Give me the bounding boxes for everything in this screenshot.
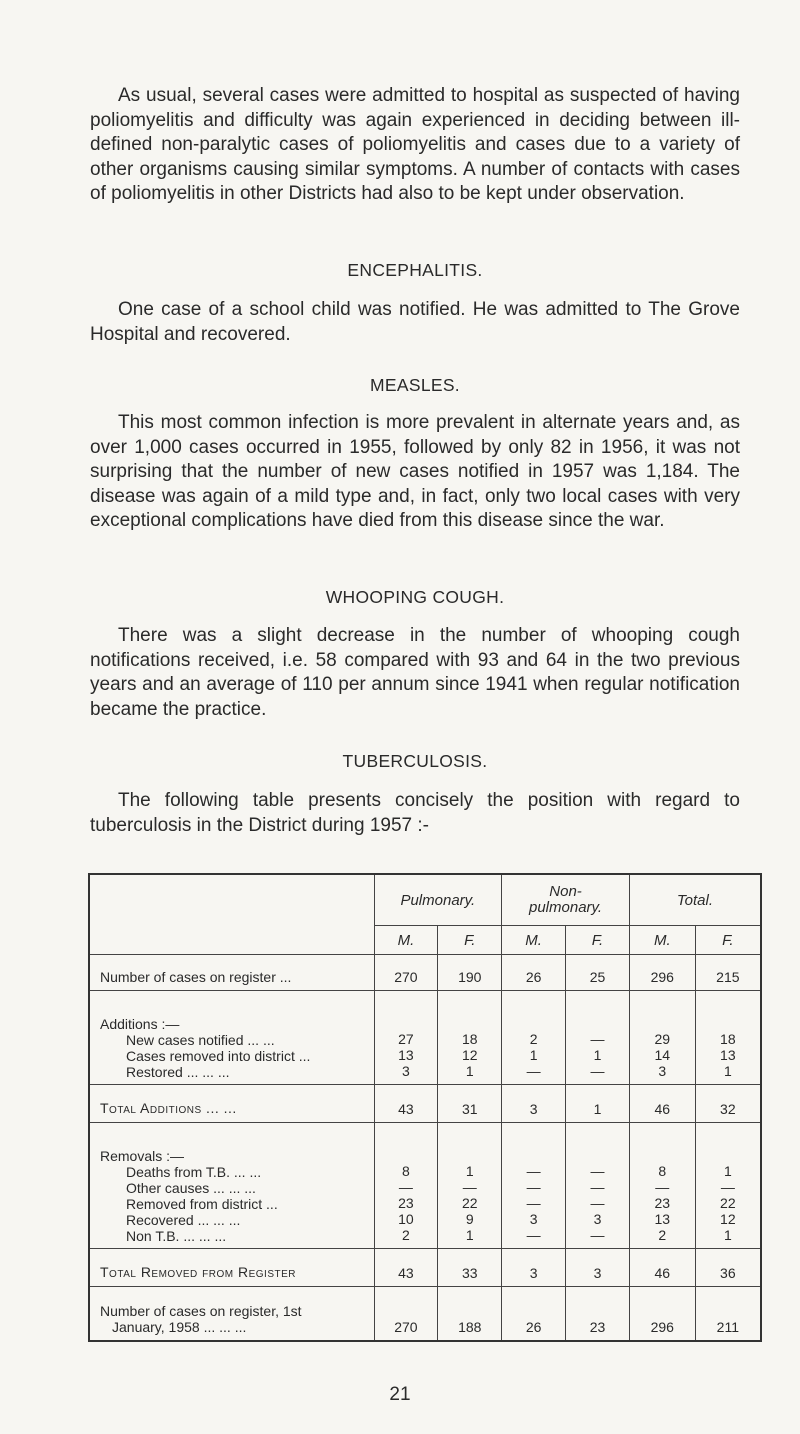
- table-cell: 43: [374, 1085, 438, 1123]
- table-cell: [629, 1123, 695, 1249]
- cell-value: 2: [658, 1227, 667, 1243]
- cell-value: 23: [398, 1195, 414, 1211]
- cell-value: 12: [461, 1047, 478, 1063]
- cell-value: —: [590, 1179, 605, 1195]
- table-cell: 36: [695, 1249, 761, 1287]
- cell-value: 18: [720, 1031, 736, 1047]
- table-cell: 3: [502, 1249, 566, 1287]
- table-cell: 190: [438, 955, 502, 991]
- table-cell: 26: [502, 1287, 566, 1341]
- table-cell: 215: [695, 955, 761, 991]
- col-pulmonary-m: M.: [374, 926, 438, 955]
- cell-value: 1: [593, 1047, 602, 1063]
- table-cell: [695, 1123, 761, 1249]
- cell-value: 29: [654, 1031, 671, 1047]
- cell-value: 1: [723, 1163, 732, 1179]
- row-label: Deaths from T.B. ... ...: [126, 1164, 262, 1180]
- row-label: Recovered ... ... ...: [126, 1212, 241, 1228]
- table-cell: 3: [566, 1249, 630, 1287]
- table-corner-cell: [89, 874, 374, 955]
- cell-value: 1: [465, 1063, 474, 1079]
- heading-measles: MEASLES.: [370, 375, 460, 395]
- cell-value: 1: [465, 1163, 474, 1179]
- cell-value: 3: [658, 1063, 667, 1079]
- cell-value: —: [590, 1031, 605, 1047]
- cell-value: 23: [654, 1195, 671, 1211]
- cell-value: —: [398, 1179, 413, 1195]
- table-cell: [374, 1123, 438, 1249]
- table-cell: 46: [629, 1249, 695, 1287]
- table-cell: [695, 991, 761, 1085]
- table-cell: 270: [374, 1287, 438, 1341]
- cell-value: —: [590, 1163, 605, 1179]
- cell-value: —: [462, 1179, 477, 1195]
- intro-paragraph: As usual, several cases were admitted to hospital as suspected of having poliomyelitis and difficulty was again experienced in deciding between ill-defined non-paralytic cases of poliomyelitis and cases due to a variety of other organisms causing similar symptoms. A number of contacts with cases of poliomyelitis in other Districts had also to be kept under observation.: [90, 85, 740, 205]
- cell-value: 2: [402, 1227, 410, 1243]
- table-cell: [438, 1123, 502, 1249]
- col-group-non-pulmonary-label: Non-pulmonary.: [529, 883, 603, 916]
- cell-value: 14: [654, 1047, 671, 1063]
- cell-value: 22: [720, 1195, 736, 1211]
- table-cell: 46: [629, 1085, 695, 1123]
- col-total-f: F.: [695, 926, 761, 955]
- additions-labels: [89, 991, 374, 1085]
- cell-value: —: [590, 1195, 605, 1211]
- col-total-m: M.: [629, 926, 695, 955]
- cell-value: 13: [720, 1047, 736, 1063]
- table-cell: 25: [566, 955, 630, 991]
- row-label: Other causes ... ... ...: [126, 1180, 256, 1196]
- cell-value: —: [590, 1227, 605, 1243]
- table-row-total-additions: [89, 1085, 761, 1123]
- cell-value: 3: [593, 1211, 602, 1227]
- table-cell: [502, 1123, 566, 1249]
- cell-value: —: [526, 1227, 541, 1243]
- section-heading: Additions :—: [100, 1016, 180, 1032]
- row-label: Number of cases on register ...: [89, 955, 374, 991]
- cell-value: 8: [658, 1163, 667, 1179]
- page-number: 21: [389, 1384, 411, 1405]
- cell-value: —: [655, 1179, 670, 1195]
- cell-value: —: [526, 1195, 541, 1211]
- col-nonpulmonary-m: M.: [502, 926, 566, 955]
- col-pulmonary-f: F.: [438, 926, 502, 955]
- table-cell: 23: [566, 1287, 630, 1341]
- paragraph-encephalitis: One case of a school child was notified. He was admitted to The Grove Hospital and recovered.: [90, 299, 740, 345]
- cell-value: —: [720, 1179, 735, 1195]
- cell-value: 8: [402, 1163, 410, 1179]
- cell-value: —: [590, 1063, 605, 1079]
- cell-value: 1: [529, 1047, 538, 1063]
- table-cell: 43: [374, 1249, 438, 1287]
- table-cell: 296: [629, 1287, 695, 1341]
- table-cell: 296: [629, 955, 695, 991]
- col-group-non-pulmonary: [502, 874, 630, 926]
- table-cell: 26: [502, 955, 566, 991]
- table-row-final: [89, 1287, 761, 1341]
- cell-value: 2: [529, 1031, 538, 1047]
- table-cell: [438, 991, 502, 1085]
- section-heading: Removals :—: [100, 1148, 185, 1164]
- table-row: [89, 955, 761, 991]
- cell-value: 3: [529, 1211, 538, 1227]
- final-labels: [89, 1287, 374, 1341]
- heading-whooping-cough: WHOOPING COUGH.: [325, 587, 505, 607]
- cell-value: 3: [402, 1063, 410, 1079]
- paragraph-tuberculosis: The following table presents concisely the position with regard to tuberculosis in the District during 1957 :-: [90, 790, 740, 836]
- table-cell: 3: [502, 1085, 566, 1123]
- cell-value: 27: [398, 1031, 414, 1047]
- cell-value: 13: [654, 1211, 671, 1227]
- heading-tuberculosis: TUBERCULOSIS.: [342, 751, 488, 771]
- table-cell: [374, 991, 438, 1085]
- table-row-removals: [89, 1123, 761, 1249]
- table-cell: 1: [566, 1085, 630, 1123]
- table-cell: [502, 991, 566, 1085]
- cell-value: —: [526, 1163, 541, 1179]
- row-label: Total Removed from Register: [89, 1249, 374, 1287]
- paragraph-whooping-cough: There was a slight decrease in the number of whooping cough notifications received, i.e. 58 compared with 93 and 64 in the two previous years and an average of 110 per annum since 1941 when regular notification became the practice.: [90, 625, 740, 720]
- col-group-pulmonary: Pulmonary.: [374, 874, 502, 926]
- cell-value: 1: [465, 1227, 474, 1243]
- cell-value: 10: [398, 1211, 414, 1227]
- table-cell: [566, 991, 630, 1085]
- paragraph-measles: This most common infection is more prevalent in alternate years and, as over 1,000 cases occurred in 1955, followed by only 82 in 1956, it was not surprising that the number of new cases notified in 1957 was 1,184. The disease was again of a mild type and, in fact, only two local cases with very exceptional complications have died from this disease since the war.: [90, 412, 740, 532]
- cell-value: —: [526, 1179, 541, 1195]
- table-cell: [566, 1123, 630, 1249]
- table-row-additions: [89, 991, 761, 1085]
- row-label: Total Additions ... ...: [89, 1085, 374, 1123]
- row-label: Non T.B. ... ... ...: [126, 1228, 227, 1244]
- table-cell: 31: [438, 1085, 502, 1123]
- table-cell: 188: [438, 1287, 502, 1341]
- row-label: New cases notified ... ...: [126, 1032, 275, 1048]
- col-nonpulmonary-f: F.: [566, 926, 630, 955]
- cell-value: 12: [720, 1211, 736, 1227]
- table-cell: 270: [374, 955, 438, 991]
- removals-labels: [89, 1123, 374, 1249]
- cell-value: 13: [398, 1047, 414, 1063]
- row-label: Number of cases on register, 1st: [100, 1302, 302, 1319]
- table-row-total-removed: [89, 1249, 761, 1287]
- table-cell: 32: [695, 1085, 761, 1123]
- cell-value: 22: [461, 1195, 478, 1211]
- tuberculosis-table: [88, 873, 762, 1342]
- row-label: Removed from district ...: [126, 1196, 278, 1212]
- cell-value: 18: [461, 1031, 478, 1047]
- table-cell: [629, 991, 695, 1085]
- row-label: January, 1958 ... ... ...: [112, 1318, 247, 1335]
- col-group-total: Total.: [629, 874, 761, 926]
- heading-encephalitis: ENCEPHALITIS.: [347, 260, 483, 280]
- row-label: Cases removed into district ...: [126, 1048, 311, 1064]
- cell-value: 1: [723, 1063, 732, 1079]
- cell-value: —: [526, 1063, 541, 1079]
- table-group-header-row: [89, 874, 761, 926]
- cell-value: 9: [465, 1211, 474, 1227]
- row-label: Restored ... ... ...: [126, 1064, 230, 1080]
- cell-value: 1: [723, 1227, 732, 1243]
- table-cell: 211: [695, 1287, 761, 1341]
- table-cell: 33: [438, 1249, 502, 1287]
